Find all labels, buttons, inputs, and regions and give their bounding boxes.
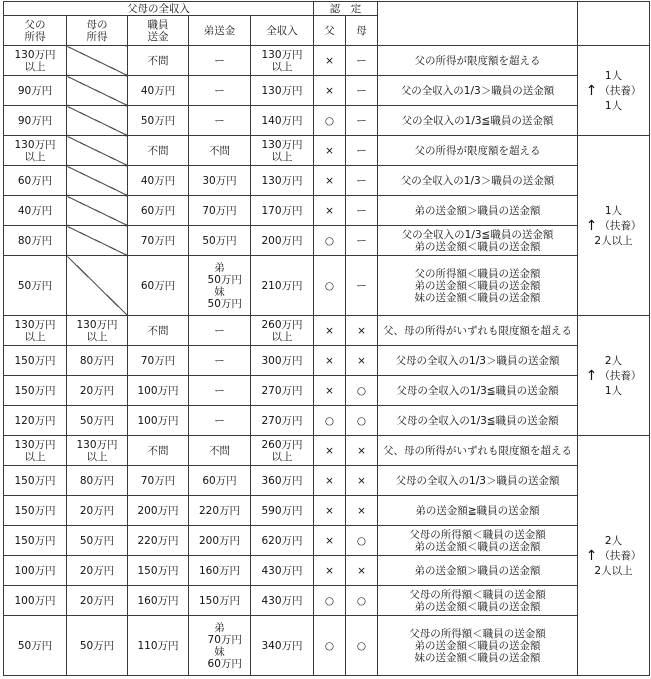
description-cell: 父の全収入の1/3≦職員の送金額 弟の送金額＜職員の送金額 xyxy=(378,226,578,256)
mother-recognition-cell: ○ xyxy=(346,586,378,616)
father-recognition-cell: × xyxy=(314,346,346,376)
description-cell: 弟の送金額≧職員の送金額 xyxy=(378,496,578,526)
up-arrow-icon: ↑ xyxy=(585,217,598,234)
brother-remit-cell: 60万円 xyxy=(189,466,251,496)
mother-recognition-cell: ー xyxy=(346,166,378,196)
father-income-cell: 130万円 以上 xyxy=(4,316,67,346)
mother-income-cell xyxy=(67,226,128,256)
mother-income-cell: 50万円 xyxy=(67,526,128,556)
header-blank-side xyxy=(578,2,650,46)
total-income-cell: 130万円 xyxy=(251,166,314,196)
mother-recognition-cell: ー xyxy=(346,136,378,166)
staff-remit-cell: 40万円 xyxy=(128,166,189,196)
father-income-cell: 130万円 以上 xyxy=(4,136,67,166)
father-recognition-cell: × xyxy=(314,376,346,406)
table-row xyxy=(4,406,650,436)
dependency-table xyxy=(3,1,650,676)
table-row xyxy=(4,196,650,226)
dependents-count-cell xyxy=(578,316,650,436)
father-recognition-cell: ○ xyxy=(314,106,346,136)
dependents-top-label: 2人 xyxy=(604,534,623,547)
table-row xyxy=(4,166,650,196)
mother-income-cell: 130万円 以上 xyxy=(67,436,128,466)
description-cell: 父、母の所得がいずれも限度額を超える xyxy=(378,436,578,466)
father-recognition-cell: × xyxy=(314,76,346,106)
description-cell: 父の所得が限度額を超える xyxy=(378,136,578,166)
table-row xyxy=(4,436,650,466)
father-income-cell: 50万円 xyxy=(4,616,67,676)
description-cell: 父母の全収入の1/3＞職員の送金額 xyxy=(378,466,578,496)
mother-income-cell xyxy=(67,166,128,196)
dependents-support-label: （扶養） xyxy=(599,369,642,382)
staff-remit-cell: 150万円 xyxy=(128,556,189,586)
table-row xyxy=(4,346,650,376)
staff-remit-cell: 60万円 xyxy=(128,196,189,226)
father-income-cell: 150万円 xyxy=(4,496,67,526)
father-income-cell: 100万円 xyxy=(4,556,67,586)
total-income-cell: 140万円 xyxy=(251,106,314,136)
description-cell: 父、母の所得がいずれも限度額を超える xyxy=(378,316,578,346)
father-income-cell: 90万円 xyxy=(4,76,67,106)
mother-income-cell: 20万円 xyxy=(67,586,128,616)
description-cell: 父母の所得額＜職員の送金額 弟の送金額＜職員の送金額 xyxy=(378,526,578,556)
brother-remit-cell: 150万円 xyxy=(189,586,251,616)
table-row xyxy=(4,226,650,256)
father-recognition-cell: ○ xyxy=(314,586,346,616)
staff-remit-cell: 70万円 xyxy=(128,226,189,256)
brother-remit-cell: ー xyxy=(189,106,251,136)
staff-remit-cell: 60万円 xyxy=(128,256,189,316)
staff-remit-cell: 100万円 xyxy=(128,376,189,406)
total-income-cell: 170万円 xyxy=(251,196,314,226)
description-cell: 父母の全収入の1/3≦職員の送金額 xyxy=(378,406,578,436)
description-cell: 父母の所得額＜職員の送金額 弟の送金額＜職員の送金額 妹の送金額＜職員の送金額 xyxy=(378,616,578,676)
brother-remit-cell: 弟 70万円 妹 60万円 xyxy=(189,616,251,676)
brother-remit-cell: ー xyxy=(189,406,251,436)
father-recognition-cell: × xyxy=(314,466,346,496)
description-cell: 父母の全収入の1/3≦職員の送金額 xyxy=(378,376,578,406)
father-recognition-cell: ○ xyxy=(314,616,346,676)
description-cell: 弟の送金額＞職員の送金額 xyxy=(378,556,578,586)
father-recognition-cell: × xyxy=(314,46,346,76)
description-cell: 父の所得が限度額を超える xyxy=(378,46,578,76)
total-income-cell: 130万円 以上 xyxy=(251,136,314,166)
mother-income-cell xyxy=(67,196,128,226)
mother-income-cell xyxy=(67,46,128,76)
table-row xyxy=(4,316,650,346)
staff-remit-cell: 70万円 xyxy=(128,346,189,376)
dependents-support-label: （扶養） xyxy=(599,549,642,562)
father-recognition-cell: ○ xyxy=(314,226,346,256)
header-father: 父 xyxy=(314,16,346,46)
dependents-top-label: 2人 xyxy=(604,354,623,367)
mother-recognition-cell: × xyxy=(346,436,378,466)
mother-income-cell: 50万円 xyxy=(67,616,128,676)
mother-income-cell: 80万円 xyxy=(67,466,128,496)
father-recognition-cell: ○ xyxy=(314,256,346,316)
mother-income-cell: 20万円 xyxy=(67,556,128,586)
table-row xyxy=(4,46,650,76)
father-income-cell: 100万円 xyxy=(4,586,67,616)
staff-remit-cell: 50万円 xyxy=(128,106,189,136)
staff-remit-cell: 160万円 xyxy=(128,586,189,616)
mother-recognition-cell: × xyxy=(346,346,378,376)
father-recognition-cell: × xyxy=(314,136,346,166)
total-income-cell: 210万円 xyxy=(251,256,314,316)
description-cell: 父の全収入の1/3＞職員の送金額 xyxy=(378,76,578,106)
table-row xyxy=(4,136,650,166)
mother-income-cell: 130万円 以上 xyxy=(67,316,128,346)
mother-income-cell: 80万円 xyxy=(67,346,128,376)
total-income-cell: 270万円 xyxy=(251,376,314,406)
table-row xyxy=(4,76,650,106)
brother-remit-cell: ー xyxy=(189,46,251,76)
mother-income-cell xyxy=(67,76,128,106)
father-income-cell: 130万円 以上 xyxy=(4,436,67,466)
father-income-cell: 150万円 xyxy=(4,376,67,406)
description-cell: 父の全収入の1/3≦職員の送金額 xyxy=(378,106,578,136)
father-recognition-cell: × xyxy=(314,196,346,226)
table-row xyxy=(4,496,650,526)
total-income-cell: 430万円 xyxy=(251,556,314,586)
father-recognition-cell: × xyxy=(314,436,346,466)
header-recognition: 認 定 xyxy=(314,2,378,16)
total-income-cell: 430万円 xyxy=(251,586,314,616)
mother-recognition-cell: ー xyxy=(346,196,378,226)
dependents-bottom-label: 1人 xyxy=(604,384,623,397)
header-total-income: 父母の全収入 xyxy=(4,2,314,16)
brother-remit-cell: 30万円 xyxy=(189,166,251,196)
mother-recognition-cell: × xyxy=(346,556,378,586)
total-income-cell: 130万円 xyxy=(251,76,314,106)
mother-income-cell: 20万円 xyxy=(67,496,128,526)
father-recognition-cell: × xyxy=(314,166,346,196)
father-income-cell: 150万円 xyxy=(4,346,67,376)
total-income-cell: 200万円 xyxy=(251,226,314,256)
header-staff-remit: 職員 送金 xyxy=(128,16,189,46)
mother-recognition-cell: × xyxy=(346,316,378,346)
mother-recognition-cell: ○ xyxy=(346,406,378,436)
mother-recognition-cell: ー xyxy=(346,46,378,76)
table-row xyxy=(4,616,650,676)
dependents-bottom-label: 2人以上 xyxy=(594,234,633,247)
father-income-cell: 150万円 xyxy=(4,466,67,496)
brother-remit-cell: 160万円 xyxy=(189,556,251,586)
header-mother-income: 母の 所得 xyxy=(67,16,128,46)
father-income-cell: 50万円 xyxy=(4,256,67,316)
header-row-1 xyxy=(4,2,650,16)
mother-recognition-cell: ー xyxy=(346,256,378,316)
up-arrow-icon: ↑ xyxy=(585,367,598,384)
total-income-cell: 260万円 以上 xyxy=(251,436,314,466)
brother-remit-cell: 50万円 xyxy=(189,226,251,256)
staff-remit-cell: 不問 xyxy=(128,46,189,76)
father-recognition-cell: × xyxy=(314,496,346,526)
dependents-count-cell xyxy=(578,46,650,136)
total-income-cell: 620万円 xyxy=(251,526,314,556)
total-income-cell: 260万円 以上 xyxy=(251,316,314,346)
dependents-support-label: （扶養） xyxy=(599,84,642,97)
staff-remit-cell: 不問 xyxy=(128,136,189,166)
father-income-cell: 150万円 xyxy=(4,526,67,556)
table-row xyxy=(4,256,650,316)
staff-remit-cell: 100万円 xyxy=(128,406,189,436)
table-body xyxy=(4,2,650,676)
father-income-cell: 60万円 xyxy=(4,166,67,196)
table-row xyxy=(4,466,650,496)
header-father-income: 父の 所得 xyxy=(4,16,67,46)
mother-recognition-cell: ー xyxy=(346,106,378,136)
mother-recognition-cell: ○ xyxy=(346,526,378,556)
father-income-cell: 130万円 以上 xyxy=(4,46,67,76)
header-blank-desc xyxy=(378,2,578,46)
table-row xyxy=(4,376,650,406)
dependents-count-cell xyxy=(578,436,650,676)
total-income-cell: 590万円 xyxy=(251,496,314,526)
total-income-cell: 270万円 xyxy=(251,406,314,436)
staff-remit-cell: 不問 xyxy=(128,316,189,346)
father-recognition-cell: × xyxy=(314,526,346,556)
brother-remit-cell: ー xyxy=(189,76,251,106)
father-income-cell: 90万円 xyxy=(4,106,67,136)
father-income-cell: 80万円 xyxy=(4,226,67,256)
brother-remit-cell: 200万円 xyxy=(189,526,251,556)
header-mother: 母 xyxy=(346,16,378,46)
dependents-bottom-label: 1人 xyxy=(604,99,623,112)
total-income-cell: 340万円 xyxy=(251,616,314,676)
brother-remit-cell: 不問 xyxy=(189,136,251,166)
dependents-bottom-label: 2人以上 xyxy=(594,564,633,577)
father-recognition-cell: × xyxy=(314,556,346,586)
staff-remit-cell: 200万円 xyxy=(128,496,189,526)
brother-remit-cell: 弟 50万円 妹 50万円 xyxy=(189,256,251,316)
staff-remit-cell: 40万円 xyxy=(128,76,189,106)
staff-remit-cell: 220万円 xyxy=(128,526,189,556)
header-brother-remit: 弟送金 xyxy=(189,16,251,46)
description-cell: 父の所得額＜職員の送金額 弟の送金額＜職員の送金額 妹の送金額＜職員の送金額 xyxy=(378,256,578,316)
dependents-count-cell xyxy=(578,136,650,316)
staff-remit-cell: 110万円 xyxy=(128,616,189,676)
brother-remit-cell: ー xyxy=(189,346,251,376)
mother-income-cell xyxy=(67,136,128,166)
mother-recognition-cell: × xyxy=(346,466,378,496)
description-cell: 父母の所得額＜職員の送金額 弟の送金額＜職員の送金額 xyxy=(378,586,578,616)
header-all-income: 全収入 xyxy=(251,16,314,46)
father-income-cell: 120万円 xyxy=(4,406,67,436)
mother-income-cell: 50万円 xyxy=(67,406,128,436)
table-row xyxy=(4,556,650,586)
total-income-cell: 130万円 以上 xyxy=(251,46,314,76)
brother-remit-cell: 不問 xyxy=(189,436,251,466)
brother-remit-cell: 220万円 xyxy=(189,496,251,526)
total-income-cell: 300万円 xyxy=(251,346,314,376)
father-recognition-cell: ○ xyxy=(314,406,346,436)
mother-income-cell xyxy=(67,106,128,136)
up-arrow-icon: ↑ xyxy=(585,547,598,564)
staff-remit-cell: 不問 xyxy=(128,436,189,466)
table-row xyxy=(4,526,650,556)
dependents-support-label: （扶養） xyxy=(599,219,642,232)
table-row xyxy=(4,586,650,616)
mother-income-cell: 20万円 xyxy=(67,376,128,406)
mother-recognition-cell: × xyxy=(346,496,378,526)
description-cell: 父母の全収入の1/3＞職員の送金額 xyxy=(378,346,578,376)
staff-remit-cell: 70万円 xyxy=(128,466,189,496)
mother-recognition-cell: ○ xyxy=(346,616,378,676)
brother-remit-cell: ー xyxy=(189,316,251,346)
dependents-top-label: 1人 xyxy=(604,69,623,82)
up-arrow-icon: ↑ xyxy=(585,82,598,99)
father-recognition-cell: × xyxy=(314,316,346,346)
description-cell: 弟の送金額＞職員の送金額 xyxy=(378,196,578,226)
table-row xyxy=(4,106,650,136)
mother-recognition-cell: ー xyxy=(346,226,378,256)
mother-income-cell xyxy=(67,256,128,316)
description-cell: 父の全収入の1/3＞職員の送金額 xyxy=(378,166,578,196)
father-income-cell: 40万円 xyxy=(4,196,67,226)
mother-recognition-cell: ー xyxy=(346,76,378,106)
brother-remit-cell: 70万円 xyxy=(189,196,251,226)
dependents-top-label: 1人 xyxy=(604,204,623,217)
brother-remit-cell: ー xyxy=(189,376,251,406)
total-income-cell: 360万円 xyxy=(251,466,314,496)
mother-recognition-cell: ○ xyxy=(346,376,378,406)
